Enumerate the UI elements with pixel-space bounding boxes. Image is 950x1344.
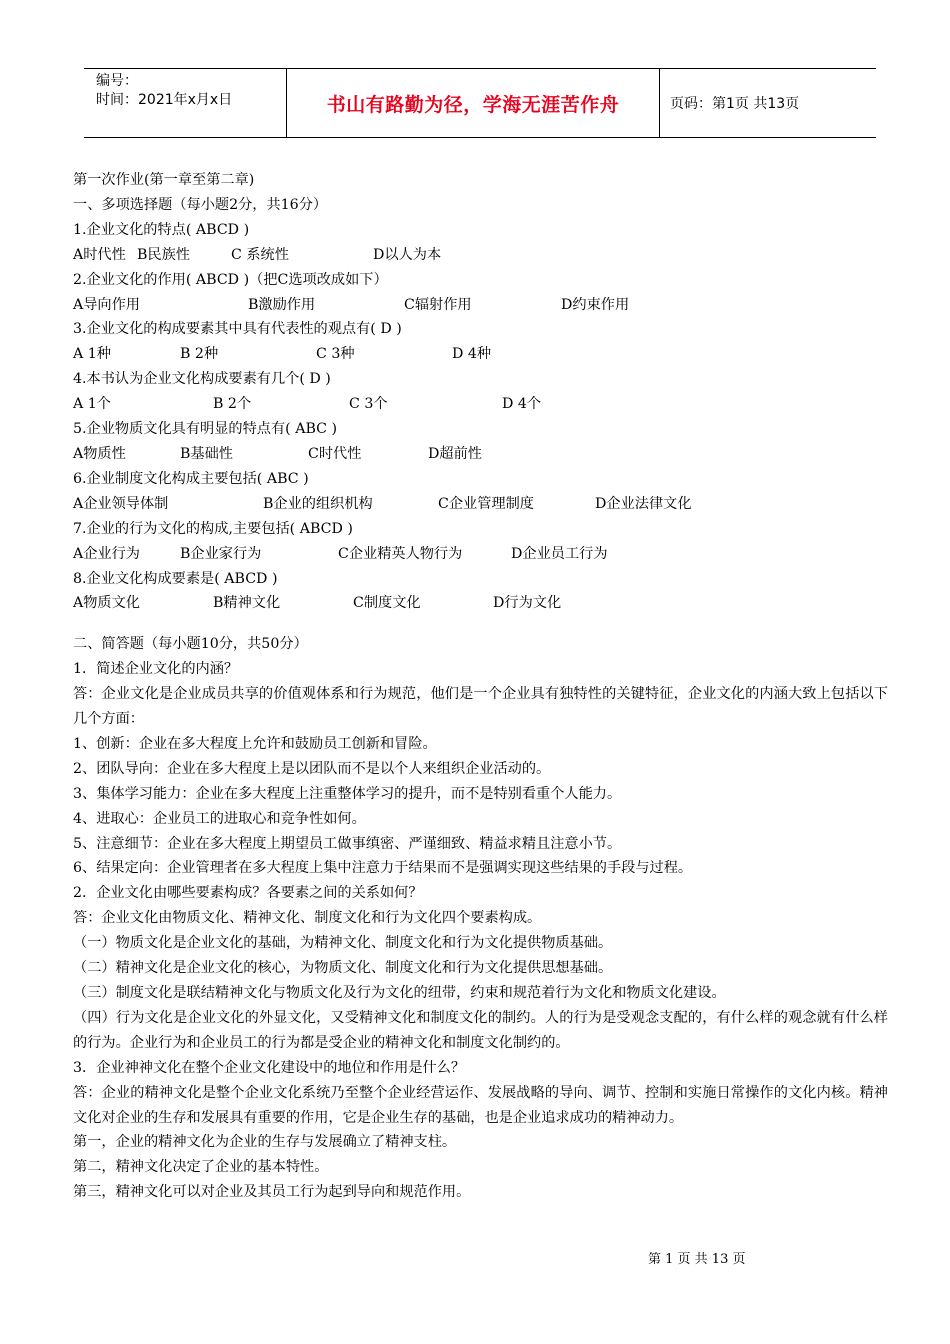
header-motto-cell: [286, 69, 660, 137]
option: A物质文化: [73, 595, 140, 612]
short-question-1: 1．简述企业文化的内涵？: [73, 661, 239, 678]
option: C时代性: [308, 445, 362, 462]
motto-text: 书山有路勤为径，学海无涯苦作舟: [326, 93, 620, 116]
answer-2: 答：企业文化由物质文化、精神文化、制度文化和行为文化四个要素构成。: [73, 910, 542, 927]
option: B企业的组织机构: [263, 495, 373, 512]
page-header: [84, 68, 876, 138]
options-5: [73, 442, 888, 467]
option: B精神文化: [213, 595, 281, 612]
options-3: [73, 342, 888, 367]
section1-title: 一、多项选择题（每小题2分，共16分）: [73, 196, 328, 213]
answer-point: 6、结果定向：企业管理者在多大程度上集中注意力于结果而不是强调实现这些结果的手段与过程。: [73, 860, 693, 877]
question-4: 4.本书认为企业文化构成要素有几个( D ): [73, 371, 331, 388]
question-3: 3.企业文化的构成要素其中具有代表性的观点有( D ): [73, 321, 402, 338]
options-4: [73, 392, 888, 417]
answer-point: （一）物质文化是企业文化的基础，为精神文化、制度文化和行为文化提供物质基础。: [73, 935, 613, 952]
question-6: 6.企业制度文化构成主要包括( ABC ): [73, 470, 309, 487]
short-question-2: 2．企业文化由哪些要素构成？各要素之间的关系如何？: [73, 885, 423, 902]
answer-point: 第一，企业的精神文化为企业的生存与发展确立了精神支柱。: [73, 1134, 457, 1151]
option: A物质性: [73, 445, 126, 462]
option: D以人为本: [373, 246, 442, 263]
options-1: [73, 243, 888, 268]
answer-point: 1、创新：企业在多大程度上允许和鼓励员工创新和冒险。: [73, 735, 437, 752]
answer-point: 2、团队导向：企业在多大程度上是以团队而不是以个人来组织企业活动的。: [73, 760, 551, 777]
option: C 系统性: [231, 246, 289, 263]
option: D 4个: [502, 396, 542, 413]
number-label: 编号：: [96, 73, 138, 89]
answer-point: （二）精神文化是企业文化的核心，为物质文化、制度文化和行为文化提供思想基础。: [73, 960, 613, 977]
page-label: 页码：第1页 共13页: [670, 96, 800, 112]
options-7: [73, 542, 888, 567]
option: A 1个: [73, 396, 111, 413]
option: D企业员工行为: [511, 545, 608, 562]
assignment-heading: 第一次作业(第一章至第二章): [73, 172, 255, 188]
option: A导向作用: [73, 296, 140, 313]
answer-1: 答：企业文化是企业成员共享的价值观体系和行为规范，他们是一个企业具有独特性的关键特征，企业文化的内涵大致上包括以下几个方面：: [73, 686, 888, 728]
option: C 3个: [349, 396, 388, 413]
option: B激励作用: [248, 296, 316, 313]
option: C制度文化: [353, 595, 421, 612]
time-label: 时间：2021年x月x日: [96, 92, 233, 108]
answer-point: （三）制度文化是联结精神文化与物质文化及行为文化的纽带，约束和规范着行为文化和物质文化建设。: [73, 985, 726, 1001]
option: D超前性: [428, 445, 482, 462]
short-question-3: 3．企业神神文化在整个企业文化建设中的地位和作用是什么？: [73, 1059, 466, 1076]
options-6: [73, 492, 888, 517]
option: C企业精英人物行为: [338, 545, 463, 562]
option: D约束作用: [561, 296, 630, 313]
header-page-cell: [660, 69, 876, 137]
option: A 1种: [73, 346, 111, 363]
question-7: 7.企业的行为文化的构成,主要包括( ABCD ): [73, 520, 353, 537]
option: B民族性: [137, 246, 190, 263]
option: A时代性: [73, 246, 126, 263]
answer-point: （四）行为文化是企业文化的外显文化，又受精神文化和制度文化的制约。人的行为是受观念支配的，有什么样的观念就有什么样的行为。企业行为和企业员工的行为都是受企业的精神文化和制度文化制约的。: [73, 1009, 888, 1051]
options-2: [73, 293, 888, 318]
option: D 4种: [452, 346, 492, 363]
header-meta: [84, 69, 286, 137]
option: B企业家行为: [180, 545, 262, 562]
answer-point: 第三，精神文化可以对企业及其员工行为起到导向和规范作用。: [73, 1184, 471, 1201]
option: B 2种: [180, 346, 219, 363]
answer-point: 第二，精神文化决定了企业的基本特性。: [73, 1159, 329, 1176]
option: D行为文化: [493, 595, 562, 612]
option: A企业领导体制: [73, 495, 169, 512]
option: B 2个: [213, 396, 252, 413]
answer-point: 3、集体学习能力：企业在多大程度上注重整体学习的提升，而不是特别看重个人能力。: [73, 785, 622, 802]
answer-point: 5、注意细节：企业在多大程度上期望员工做事缜密、严谨细致、精益求精且注意小节。: [73, 835, 622, 852]
answer-3: 答：企业的精神文化是整个企业文化系统乃至整个企业经营运作、发展战略的导向、调节、控制和实施日常操作的文化内核。精神文化对企业的生存和发展具有重要的作用，它是企业生存的基础，也是企业追求成功的精神动力。: [73, 1084, 888, 1126]
question-5: 5.企业物质文化具有明显的特点有( ABC ): [73, 421, 338, 438]
option: C企业管理制度: [438, 495, 534, 512]
question-2: 2.企业文化的作用( ABCD )（把C选项改成如下）: [73, 271, 388, 288]
options-8: [73, 591, 888, 616]
answer-point: 4、进取心：企业员工的进取心和竞争性如何。: [73, 810, 366, 827]
section2-title: 二、简答题（每小题10分，共50分）: [73, 636, 308, 653]
document-body: [73, 168, 888, 1205]
option: A企业行为: [73, 545, 140, 562]
option: B基础性: [180, 445, 233, 462]
option: D企业法律文化: [595, 495, 692, 512]
option: C 3种: [316, 346, 355, 363]
page-footer: 第 1 页 共 13 页: [648, 1252, 746, 1267]
option: C辐射作用: [404, 296, 472, 313]
question-8: 8.企业文化构成要素是( ABCD ): [73, 570, 278, 587]
question-1: 1.企业文化的特点( ABCD ): [73, 221, 250, 238]
